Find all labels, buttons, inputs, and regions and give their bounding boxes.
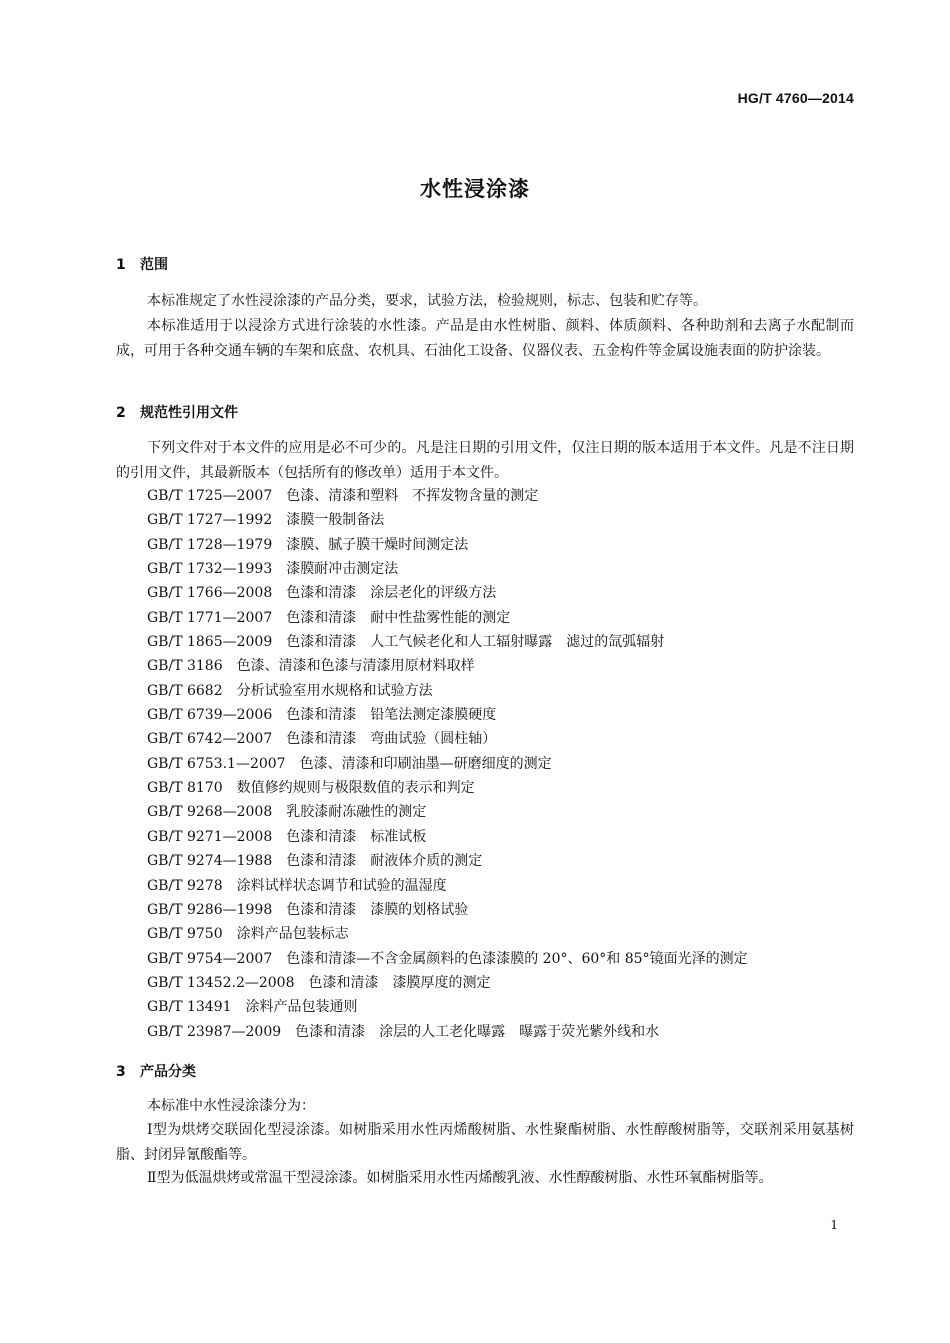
reference-item: [147, 581, 748, 605]
reference-item: [147, 752, 748, 776]
reference-code: GB/T 1725—2007: [147, 488, 273, 504]
section-title: 规范性引用文件: [140, 405, 238, 421]
reference-item: [147, 606, 748, 630]
reference-code: GB/T 1771—2007: [147, 609, 273, 626]
reference-item: [147, 825, 748, 849]
reference-title: 色漆、清漆和色漆与清漆用原材料取样: [236, 658, 475, 675]
reference-title: 色漆和清漆 漆膜厚度的测定: [308, 974, 491, 991]
reference-code: GB/T 1727—1992: [147, 512, 273, 529]
reference-list: [147, 484, 748, 1044]
reference-item: [147, 630, 748, 654]
reference-item: [147, 922, 748, 946]
reference-title: 色漆和清漆 漆膜的划格试验: [286, 901, 469, 918]
section-heading-scope: [116, 254, 168, 274]
reference-title: 漆膜、腻子膜干燥时间测定法: [286, 536, 469, 553]
reference-title: 色漆和清漆 弯曲试验（圆柱轴）: [286, 731, 497, 748]
reference-item: [147, 508, 748, 532]
reference-code: GB/T 9274—1988: [147, 853, 273, 870]
document-title: 水性浸涂漆: [420, 177, 530, 201]
reference-title: 分析试验室用水规格和试验方法: [236, 682, 433, 699]
reference-title: 色漆和清漆—不含金属颜料的色漆漆膜的 20°、60°和 85°镜面光泽的测定: [286, 950, 748, 967]
reference-item: [147, 679, 748, 703]
reference-title: 色漆和清漆 铅笔法测定漆膜硬度: [286, 707, 497, 724]
reference-title: 色漆和清漆 耐中性盐雾性能的测定: [286, 609, 511, 626]
reference-item: [147, 703, 748, 727]
section-title: 范围: [140, 257, 168, 273]
reference-code: GB/T 6742—2007: [147, 731, 273, 748]
scope-paragraph-2: 本标准适用于以浸涂方式进行涂装的水性漆。产品是由水性树脂、颜料、体质颜料、各种助剂和去离子水配制而成，可用于各种交通车辆的车架和底盘、农机具、石油化工设备、仪器仪表、五金构件等金属设施表面的防护涂装。: [116, 318, 854, 359]
reference-title: 涂料试样状态调节和试验的温湿度: [236, 877, 447, 894]
reference-item: [147, 995, 748, 1019]
classification-paragraph-1: 本标准中水性浸涂漆分为：: [147, 1098, 315, 1114]
reference-code: GB/T 1728—1979: [147, 536, 273, 553]
reference-code: GB/T 9750: [147, 926, 223, 943]
scope-paragraph-1: 本标准规定了水性浸涂漆的产品分类，要求，试验方法，检验规则，标志、包装和贮存等。: [147, 293, 707, 309]
classification-paragraph-type2: Ⅱ型为低温烘烤或常温干型浸涂漆。如树脂采用水性丙烯酸乳液、水性醇酸树脂、水性环氧酯树脂等。: [147, 1170, 773, 1186]
reference-code: GB/T 9271—2008: [147, 828, 273, 845]
reference-title: 漆膜一般制备法: [286, 512, 385, 529]
reference-code: GB/T 9286—1998: [147, 901, 273, 918]
reference-title: 色漆、清漆和塑料 不挥发物含量的测定: [286, 488, 539, 504]
reference-title: 色漆和清漆 涂层的人工老化曝露 曝露于荧光紫外线和水: [295, 1023, 660, 1040]
section-number: 3: [116, 1064, 126, 1080]
section-heading-classification: [116, 1061, 196, 1081]
standard-code: HG/T 4760—2014: [737, 90, 854, 106]
reference-code: GB/T 13491: [147, 999, 232, 1016]
reference-item: [147, 533, 748, 557]
reference-code: GB/T 1766—2008: [147, 585, 273, 602]
reference-title: 色漆和清漆 耐液体介质的测定: [286, 853, 483, 870]
reference-code: GB/T 9278: [147, 877, 223, 894]
reference-item: [147, 800, 748, 824]
page-number: 1: [830, 1218, 838, 1232]
section-number: 2: [116, 405, 126, 421]
reference-code: GB/T 8170: [147, 780, 223, 797]
references-intro: 下列文件对于本文件的应用是必不可少的。凡是注日期的引用文件，仅注日期的版本适用于本文件。凡是不注日期的引用文件，其最新版本（包括所有的修改单）适用于本文件。: [116, 440, 854, 481]
reference-code: GB/T 23987—2009: [147, 1023, 282, 1040]
section-heading-references: [116, 402, 238, 422]
reference-item: [147, 776, 748, 800]
reference-code: GB/T 1732—1993: [147, 561, 273, 578]
reference-code: GB/T 13452.2—2008: [147, 974, 295, 991]
reference-title: 色漆和清漆 标准试板: [286, 828, 427, 845]
reference-title: 漆膜耐冲击测定法: [286, 561, 399, 578]
reference-item: [147, 1020, 748, 1044]
reference-item: [147, 874, 748, 898]
reference-title: 乳胶漆耐冻融性的测定: [286, 804, 427, 821]
reference-code: GB/T 6682: [147, 682, 223, 699]
reference-code: GB/T 6739—2006: [147, 707, 273, 724]
reference-item: [147, 947, 748, 971]
reference-title: 色漆和清漆 涂层老化的评级方法: [286, 585, 497, 602]
reference-title: 涂料产品包装标志: [236, 926, 349, 943]
section-title: 产品分类: [140, 1064, 196, 1080]
reference-item: [147, 727, 748, 751]
reference-code: GB/T 6753.1—2007: [147, 755, 286, 772]
reference-item: [147, 557, 748, 581]
reference-code: GB/T 9268—2008: [147, 804, 273, 821]
reference-code: GB/T 1865—2009: [147, 634, 273, 651]
reference-code: GB/T 3186: [147, 658, 223, 675]
reference-title: 色漆和清漆 人工气候老化和人工辐射曝露 滤过的氙弧辐射: [286, 634, 665, 651]
reference-item: [147, 898, 748, 922]
section-number: 1: [116, 257, 126, 273]
classification-paragraph-type1: Ⅰ型为烘烤交联固化型浸涂漆。如树脂采用水性丙烯酸树脂、水性聚酯树脂、水性醇酸树脂等，交联剂采用氨基树脂、封闭异氰酸酯等。: [116, 1122, 854, 1163]
reference-title: 数值修约规则与极限数值的表示和判定: [236, 780, 475, 797]
reference-item: [147, 849, 748, 873]
reference-title: 涂料产品包装通则: [245, 999, 358, 1016]
reference-title: 色漆、清漆和印刷油墨—研磨细度的测定: [299, 755, 552, 772]
reference-item: [147, 484, 748, 508]
reference-code: GB/T 9754—2007: [147, 950, 273, 967]
reference-item: [147, 971, 748, 995]
reference-item: [147, 654, 748, 678]
